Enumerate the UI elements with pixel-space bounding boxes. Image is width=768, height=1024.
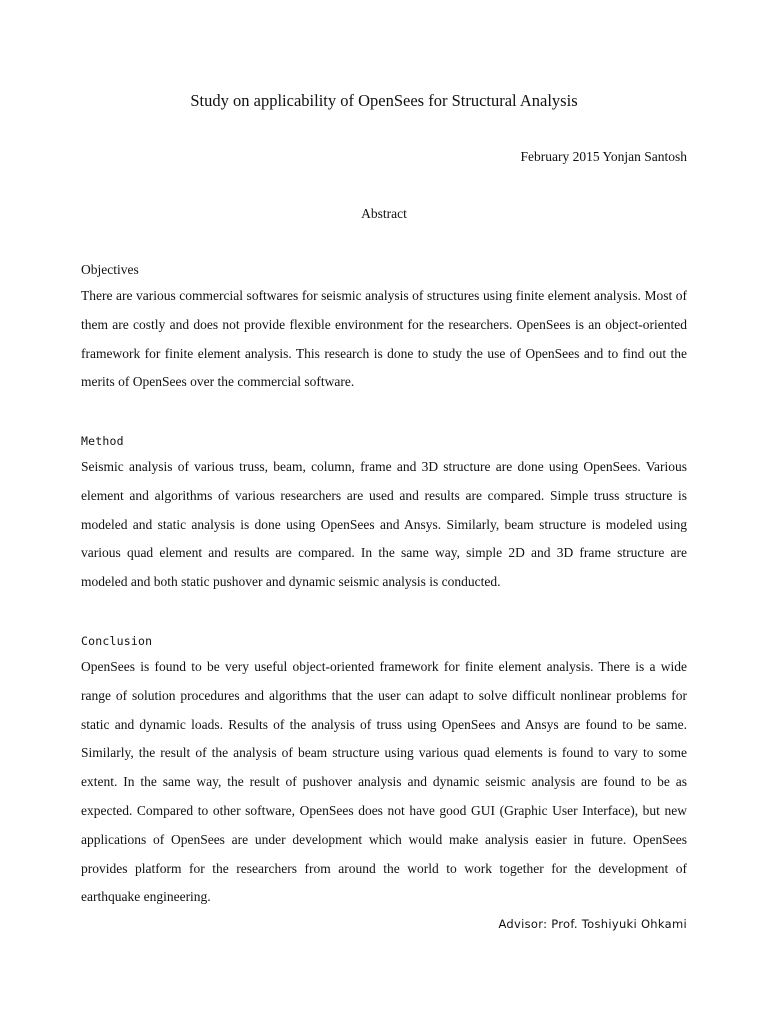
conclusion-heading: Conclusion bbox=[81, 634, 153, 648]
conclusion-section bbox=[81, 632, 687, 912]
document-title: Study on applicability of OpenSees for Structural Analysis bbox=[190, 91, 578, 110]
objectives-heading: Objectives bbox=[81, 262, 139, 277]
abstract-heading: Abstract bbox=[361, 206, 407, 221]
conclusion-paragraph: OpenSees is found to be very useful object-oriented framework for finite element analysis. There is a wide range of solution procedures and algorithms that the user can adapt to solve difficult nonlinear problems for static and dynamic loads. Results of the analysis of truss using OpenSees and Ansys are found to be same. Similarly, the result of the analysis of beam structure using various quad elements is found to vary to some extent. In the same way, the result of pushover analysis and dynamic seismic analysis are found to be as expected. Compared to other software, OpenSees does not have good GUI (Graphic User Interface), but new applications of OpenSees are under development which would make analysis easier in future. OpenSees provides platform for the researchers from around the world to work together for the development of earthquake engineering. bbox=[81, 659, 687, 905]
advisor-line: Advisor: Prof. Toshiyuki Ohkami bbox=[498, 917, 687, 931]
method-heading: Method bbox=[81, 434, 124, 448]
date-author-line: February 2015 Yonjan Santosh bbox=[520, 149, 687, 164]
objectives-section bbox=[81, 261, 687, 397]
method-section bbox=[81, 432, 687, 597]
method-paragraph: Seismic analysis of various truss, beam, column, frame and 3D structure are done using OpenSees. Various element and algorithms of various researchers are used and results are compared. Simple truss structure is modeled and static analysis is done using OpenSees and Ansys. Similarly, beam structure is modeled using various quad element and results are compared. In the same way, simple 2D and 3D frame structure are modeled and both static pushover and dynamic seismic analysis is conducted. bbox=[81, 459, 687, 590]
objectives-paragraph: There are various commercial softwares for seismic analysis of structures using finite element analysis. Most of them are costly and does not provide flexible environment for the researchers. OpenSees is an object-oriented framework for finite element analysis. This research is done to study the use of OpenSees and to find out the merits of OpenSees over the commercial software. bbox=[81, 288, 687, 390]
